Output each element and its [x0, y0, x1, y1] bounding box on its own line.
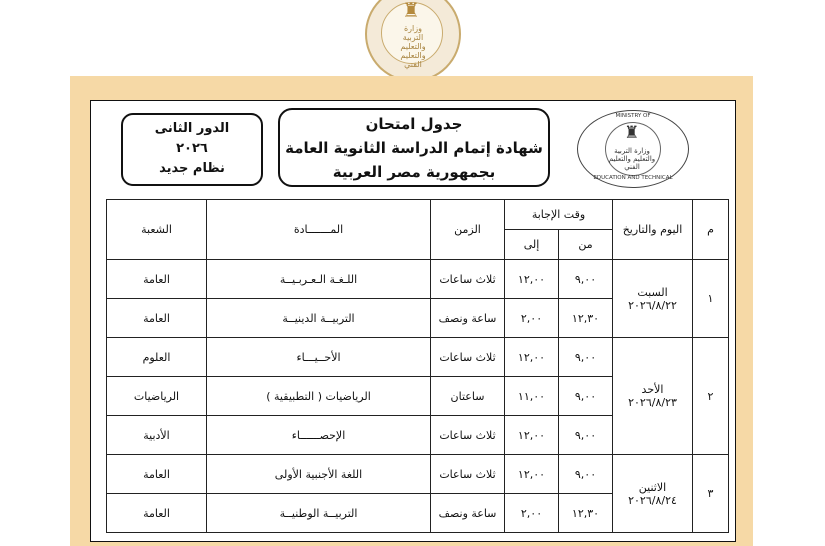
branch: العامة: [107, 260, 207, 299]
day-name: السبت: [637, 285, 668, 299]
header-num: م: [693, 200, 729, 260]
time-from: ٩,٠٠: [559, 377, 613, 416]
time-to: ٢,٠٠: [505, 299, 559, 338]
time-to: ١٢,٠٠: [505, 455, 559, 494]
branch: العلوم: [107, 338, 207, 377]
row-num: ١: [693, 260, 729, 338]
exam-year: ٢٠٢٦: [176, 141, 208, 156]
day-name: الاثنين: [638, 480, 667, 494]
duration: ثلاث ساعات: [431, 338, 505, 377]
time-to: ٢,٠٠: [505, 494, 559, 533]
exam-date: ٢٠٢٦/٨/٢٢: [628, 298, 677, 312]
title-line2: شهادة إتمام الدراسة الثانوية العامة: [285, 139, 543, 157]
seal-right-arabic: وزارة التربية والتعليم والتعليم الفني: [608, 147, 656, 171]
day-name: الأحد: [641, 383, 664, 396]
title-line1: جدول امتحان: [365, 115, 463, 133]
exam-schedule-table: [106, 199, 729, 533]
branch: الأدبية: [107, 416, 207, 455]
time-to: ١٢,٠٠: [505, 260, 559, 299]
header-from: من: [559, 230, 613, 260]
time-from: ٩,٠٠: [559, 338, 613, 377]
day-date-cell: [613, 260, 693, 338]
subject: التربيــة الدينيــة: [207, 299, 431, 338]
time-to: ١٢,٠٠: [505, 416, 559, 455]
duration: ثلاث ساعات: [431, 455, 505, 494]
subject: اللغة الأجنبية الأولى: [207, 455, 431, 494]
day-date-cell: [613, 338, 693, 455]
seal-right-english-top: MINISTRY OF: [615, 113, 651, 119]
subject: الإحصــــــاء: [207, 416, 431, 455]
time-from: ١٢,٣٠: [559, 299, 613, 338]
eagle-emblem-icon: ♜: [402, 0, 420, 22]
time-to: ١١,٠٠: [505, 377, 559, 416]
duration: ثلاث ساعات: [431, 260, 505, 299]
header-to: إلى: [505, 230, 559, 260]
seal-top-arabic: وزارة التربية والتعليم والتعليم الفني: [400, 24, 426, 69]
subject: الأحــيـــاء: [207, 338, 431, 377]
seal-right-english-bottom: EDUCATION AND TECHNICAL: [593, 175, 673, 181]
duration: ساعتان: [431, 377, 505, 416]
ministry-seal-top: [365, 0, 461, 82]
table-header-row: [107, 200, 729, 230]
exam-round-box: [121, 113, 263, 186]
header-day-date: اليوم والتاريخ: [613, 200, 693, 260]
day-date-cell: [613, 455, 693, 533]
duration: ثلاث ساعات: [431, 416, 505, 455]
eagle-emblem-icon: ♜: [624, 123, 640, 143]
header-subject: المـــــــادة: [207, 200, 431, 260]
header-branch: الشعبة: [107, 200, 207, 260]
time-to: ١٢,٠٠: [505, 338, 559, 377]
duration: ساعة ونصف: [431, 299, 505, 338]
subject: التربيــة الوطنيــة: [207, 494, 431, 533]
table-row: [107, 260, 729, 299]
subject: اللـغـة الـعـربـيــة: [207, 260, 431, 299]
ministry-seal-right: [577, 110, 689, 188]
exam-round: الدور الثانى: [154, 121, 230, 136]
subject: الرياضيات ( التطبيقية ): [207, 377, 431, 416]
branch: العامة: [107, 494, 207, 533]
branch: العامة: [107, 299, 207, 338]
time-from: ٩,٠٠: [559, 455, 613, 494]
branch: الرياضيات: [107, 377, 207, 416]
row-num: ٣: [693, 455, 729, 533]
exam-system: نظام جديد: [159, 161, 225, 176]
row-num: ٢: [693, 338, 729, 455]
time-from: ٩,٠٠: [559, 260, 613, 299]
title-box: [278, 108, 550, 187]
time-from: ١٢,٣٠: [559, 494, 613, 533]
header-duration: الزمن: [431, 200, 505, 260]
exam-date: ٢٠٢٦/٨/٢٤: [628, 493, 677, 507]
header-answer-time: وقت الإجابة: [505, 200, 613, 230]
table-row: [107, 455, 729, 494]
duration: ساعة ونصف: [431, 494, 505, 533]
exam-date: ٢٠٢٦/٨/٢٣: [628, 396, 677, 409]
table-row: [107, 338, 729, 377]
branch: العامة: [107, 455, 207, 494]
time-from: ٩,٠٠: [559, 416, 613, 455]
title-line3: بجمهورية مصر العربية: [332, 163, 496, 181]
